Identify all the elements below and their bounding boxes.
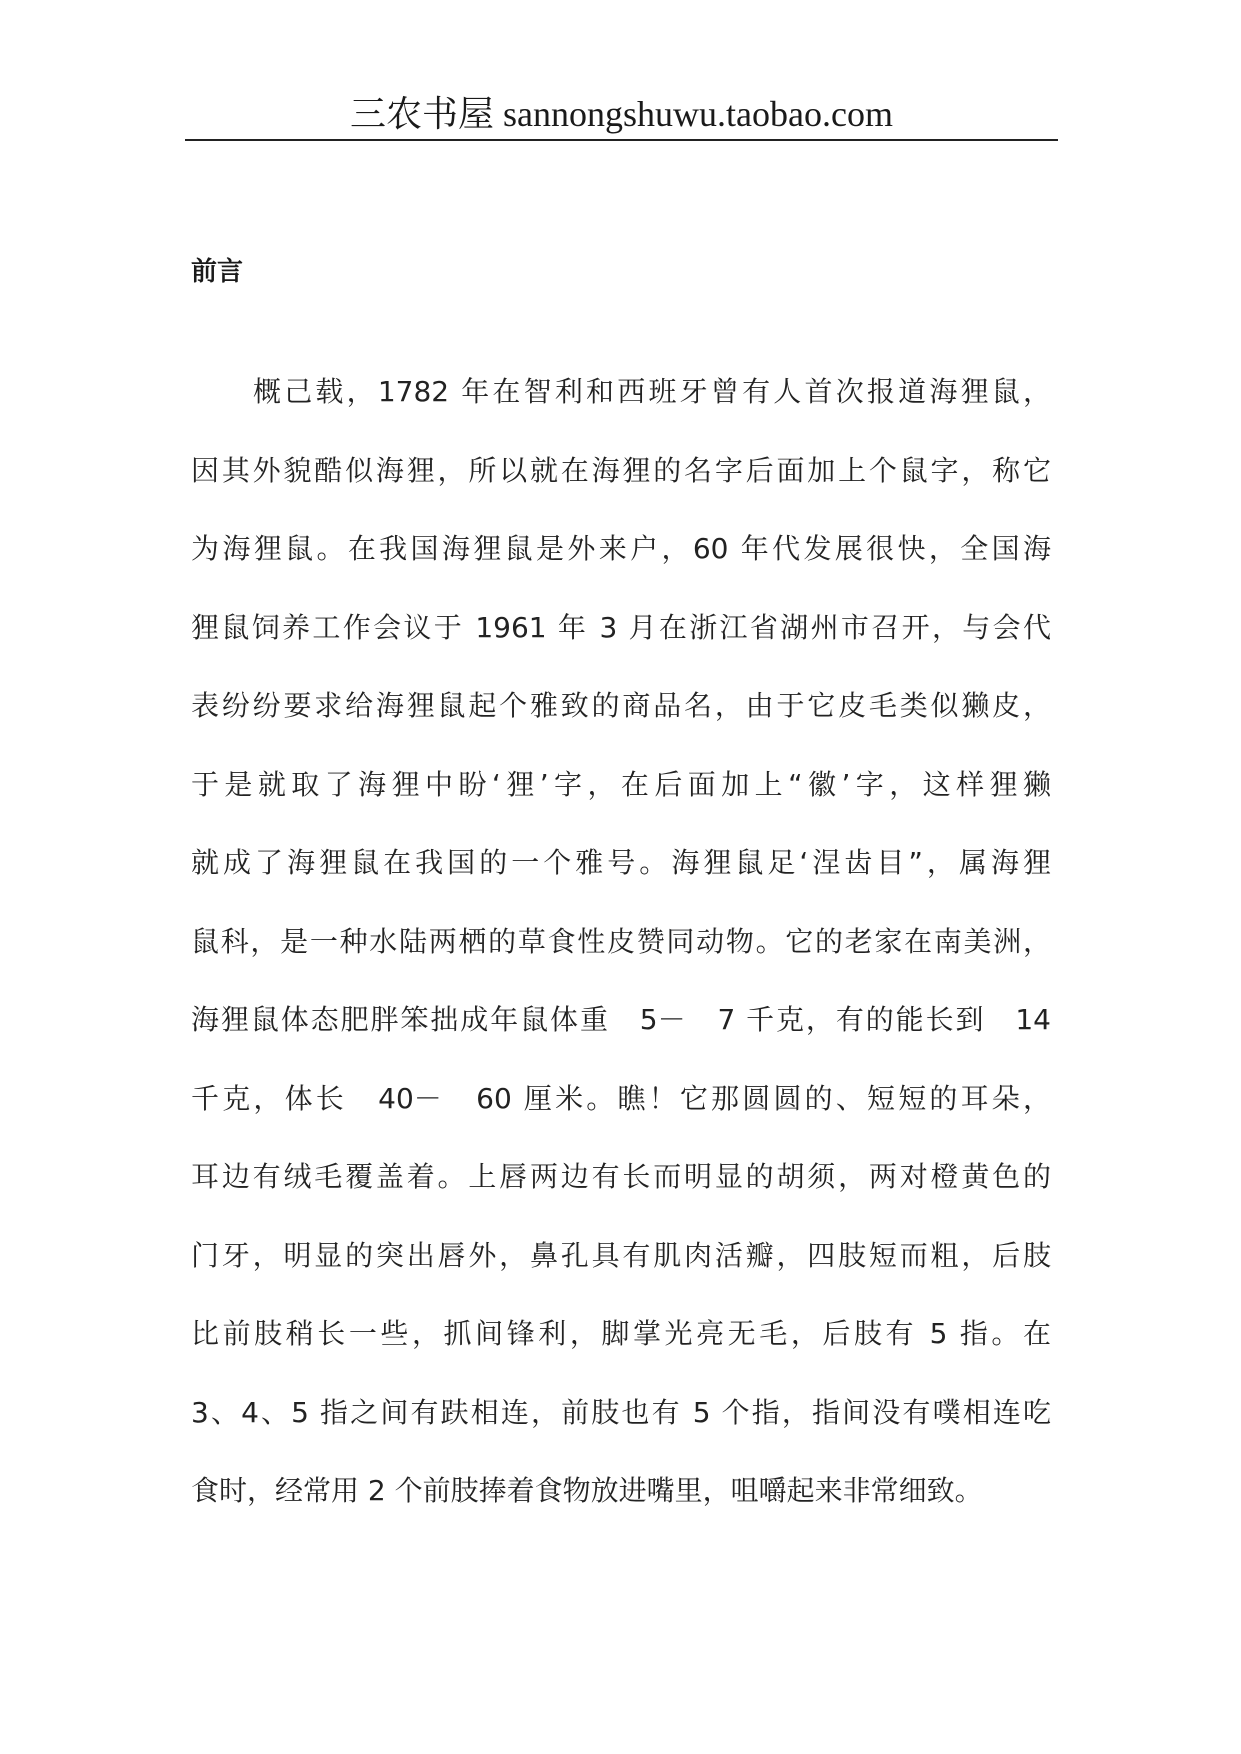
- text-line: 食时，经常用 2 个前肢捧着食物放进嘴里，咀嚼起来非常细致。: [191, 1474, 983, 1507]
- text-line: 耳边有绒毛覆盖着。上唇两边有长而明显的胡须，两对橙黄色的: [191, 1160, 1051, 1193]
- text-line: 3、4、5 指之间有趺相连，前肢也有 5 个指，指间没有噗相连吃: [191, 1395, 1051, 1429]
- section-title: 前言: [191, 257, 244, 287]
- text-line: 海狸鼠体态肥胖笨拙成年鼠体重 5－ 7 千克，有的能长到 14: [191, 1003, 1051, 1036]
- text-line: 千克，体长 40－ 60 厘米。瞧！它那圆圆的、短短的耳朵，: [191, 1081, 1051, 1115]
- text-line: 表纷纷要求给海狸鼠起个雅致的商品名，由于它皮毛类似獭皮，: [191, 689, 1051, 722]
- text-line: 为海狸鼠。在我国海狸鼠是外来户，60 年代发展很快，全国海: [191, 532, 1051, 565]
- text-line: 概己载，1782 年在智利和西班牙曾有人首次报道海狸鼠，: [253, 375, 1051, 408]
- text-line: 因其外貌酷似海狸，所以就在海狸的名字后面加上个鼠字，称它: [191, 453, 1051, 487]
- header-divider: [185, 139, 1058, 141]
- text-line: 就成了海狸鼠在我国的一个雅号。海狸鼠足‘涅齿目”，属海狸: [191, 846, 1051, 879]
- body-paragraph: [191, 372, 1051, 1550]
- page-header: 三农书屋 sannongshuwu.taobao.com: [350, 94, 893, 134]
- text-line: 比前肢稍长一些，抓间锋利，脚掌光亮无毛，后肢有 5 指。在: [191, 1317, 1051, 1350]
- text-line: 门牙，明显的突出唇外，鼻孔具有肌肉活瓣，四肢短而粗，后肢: [191, 1238, 1051, 1272]
- text-line: 鼠科，是一种水陆两栖的草食性皮赞同动物。它的老家在南美洲，: [191, 924, 1051, 958]
- text-line: 狸鼠饲养工作会议于 1961 年 3 月在浙江省湖州市召开，与会代: [191, 610, 1051, 644]
- text-line: 于是就取了海狸中盼‘狸’字，在后面加上“徽’字，这样狸獭: [191, 767, 1051, 801]
